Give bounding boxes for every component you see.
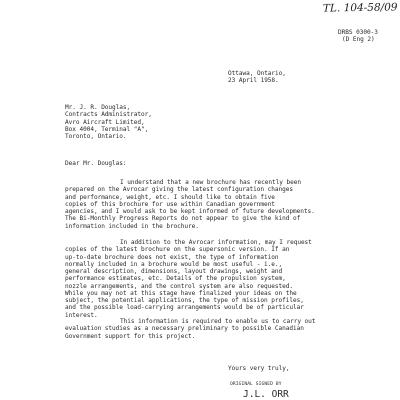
signature-stamp: ORIGINAL SIGNED BY <box>230 382 282 387</box>
paragraph-line: nozzle arrangements, and the control system are also requested. <box>65 282 293 290</box>
paragraph-line: This information is required to enable us to carry out <box>120 318 316 325</box>
recipient-line: Mr. J. R. Douglas, <box>65 104 131 111</box>
paragraph-line: and performance, weight, etc. I should like to obtain five <box>65 193 275 201</box>
closing: Yours very truly, <box>228 365 290 372</box>
paragraph-line: up-to-date brochure does not exist, the type of information <box>65 253 279 261</box>
paragraph-line: copies of the latest brochure on the supersonic version. If an <box>65 246 290 254</box>
recipient-address <box>65 104 152 140</box>
recipient-line: Box 4004, Terminal "A", <box>65 125 149 133</box>
paragraph-line: interest. <box>65 311 98 319</box>
paragraph-line: copies of this brochure for use within Canadian government <box>65 200 275 208</box>
paragraph-line: agencies, and I would ask to be kept informed of future developments. <box>65 208 315 215</box>
salutation: Dear Mr. Douglas: <box>65 160 127 167</box>
paragraph-1 <box>65 179 315 230</box>
signature-name: J.L. ORR <box>243 389 289 400</box>
paragraph-line: Government support for this project. <box>65 332 196 340</box>
recipient-line: Contracts Administrator, <box>65 111 152 119</box>
paragraph-line: performance estimates, etc. Details of the propulsion system, <box>65 275 286 283</box>
recipient-line: Toronto, Ontario. <box>65 133 127 140</box>
paragraph-line: The Bi-Monthly Progress Reports do not appear to give the kind of <box>65 215 301 223</box>
paragraph-line: In addition to the Avrocar information, may I request <box>120 239 312 246</box>
file-reference-line1: DRBS 0300-3 <box>338 29 378 36</box>
paragraph-line: general description, dimensions, layout drawings, weight and <box>65 268 283 275</box>
paragraph-line: evaluation studies as a necessary preliminary to possible Canadian <box>65 325 304 333</box>
paragraph-line: information included in the brochure. <box>65 222 199 230</box>
handwritten-file-reference: TL. 104-58/09 <box>322 1 398 15</box>
paragraph-line: subject, the potential applications, the type of mission profiles, <box>65 297 304 304</box>
file-reference-line2: (D Eng 2) <box>342 36 375 43</box>
paragraph-line: and the possible load-carrying arrangements would be of particular <box>65 304 304 312</box>
paragraph-line: normally included in a brochure would be most useful - i.e., <box>65 260 283 268</box>
paragraph-3 <box>65 318 315 340</box>
paragraph-2 <box>65 239 312 319</box>
letter-date: 23 April 1958. <box>228 77 279 84</box>
place: Ottawa, Ontario, <box>228 70 286 77</box>
recipient-line: Avro Aircraft Limited, <box>65 118 145 126</box>
paragraph-line: prepared on the Avrocar giving the latest configuration changes <box>65 186 293 194</box>
paragraph-line: I understand that a new brochure has recently been <box>120 179 301 186</box>
paragraph-line: While you may not at this stage have finalized your ideas on the <box>65 289 297 297</box>
